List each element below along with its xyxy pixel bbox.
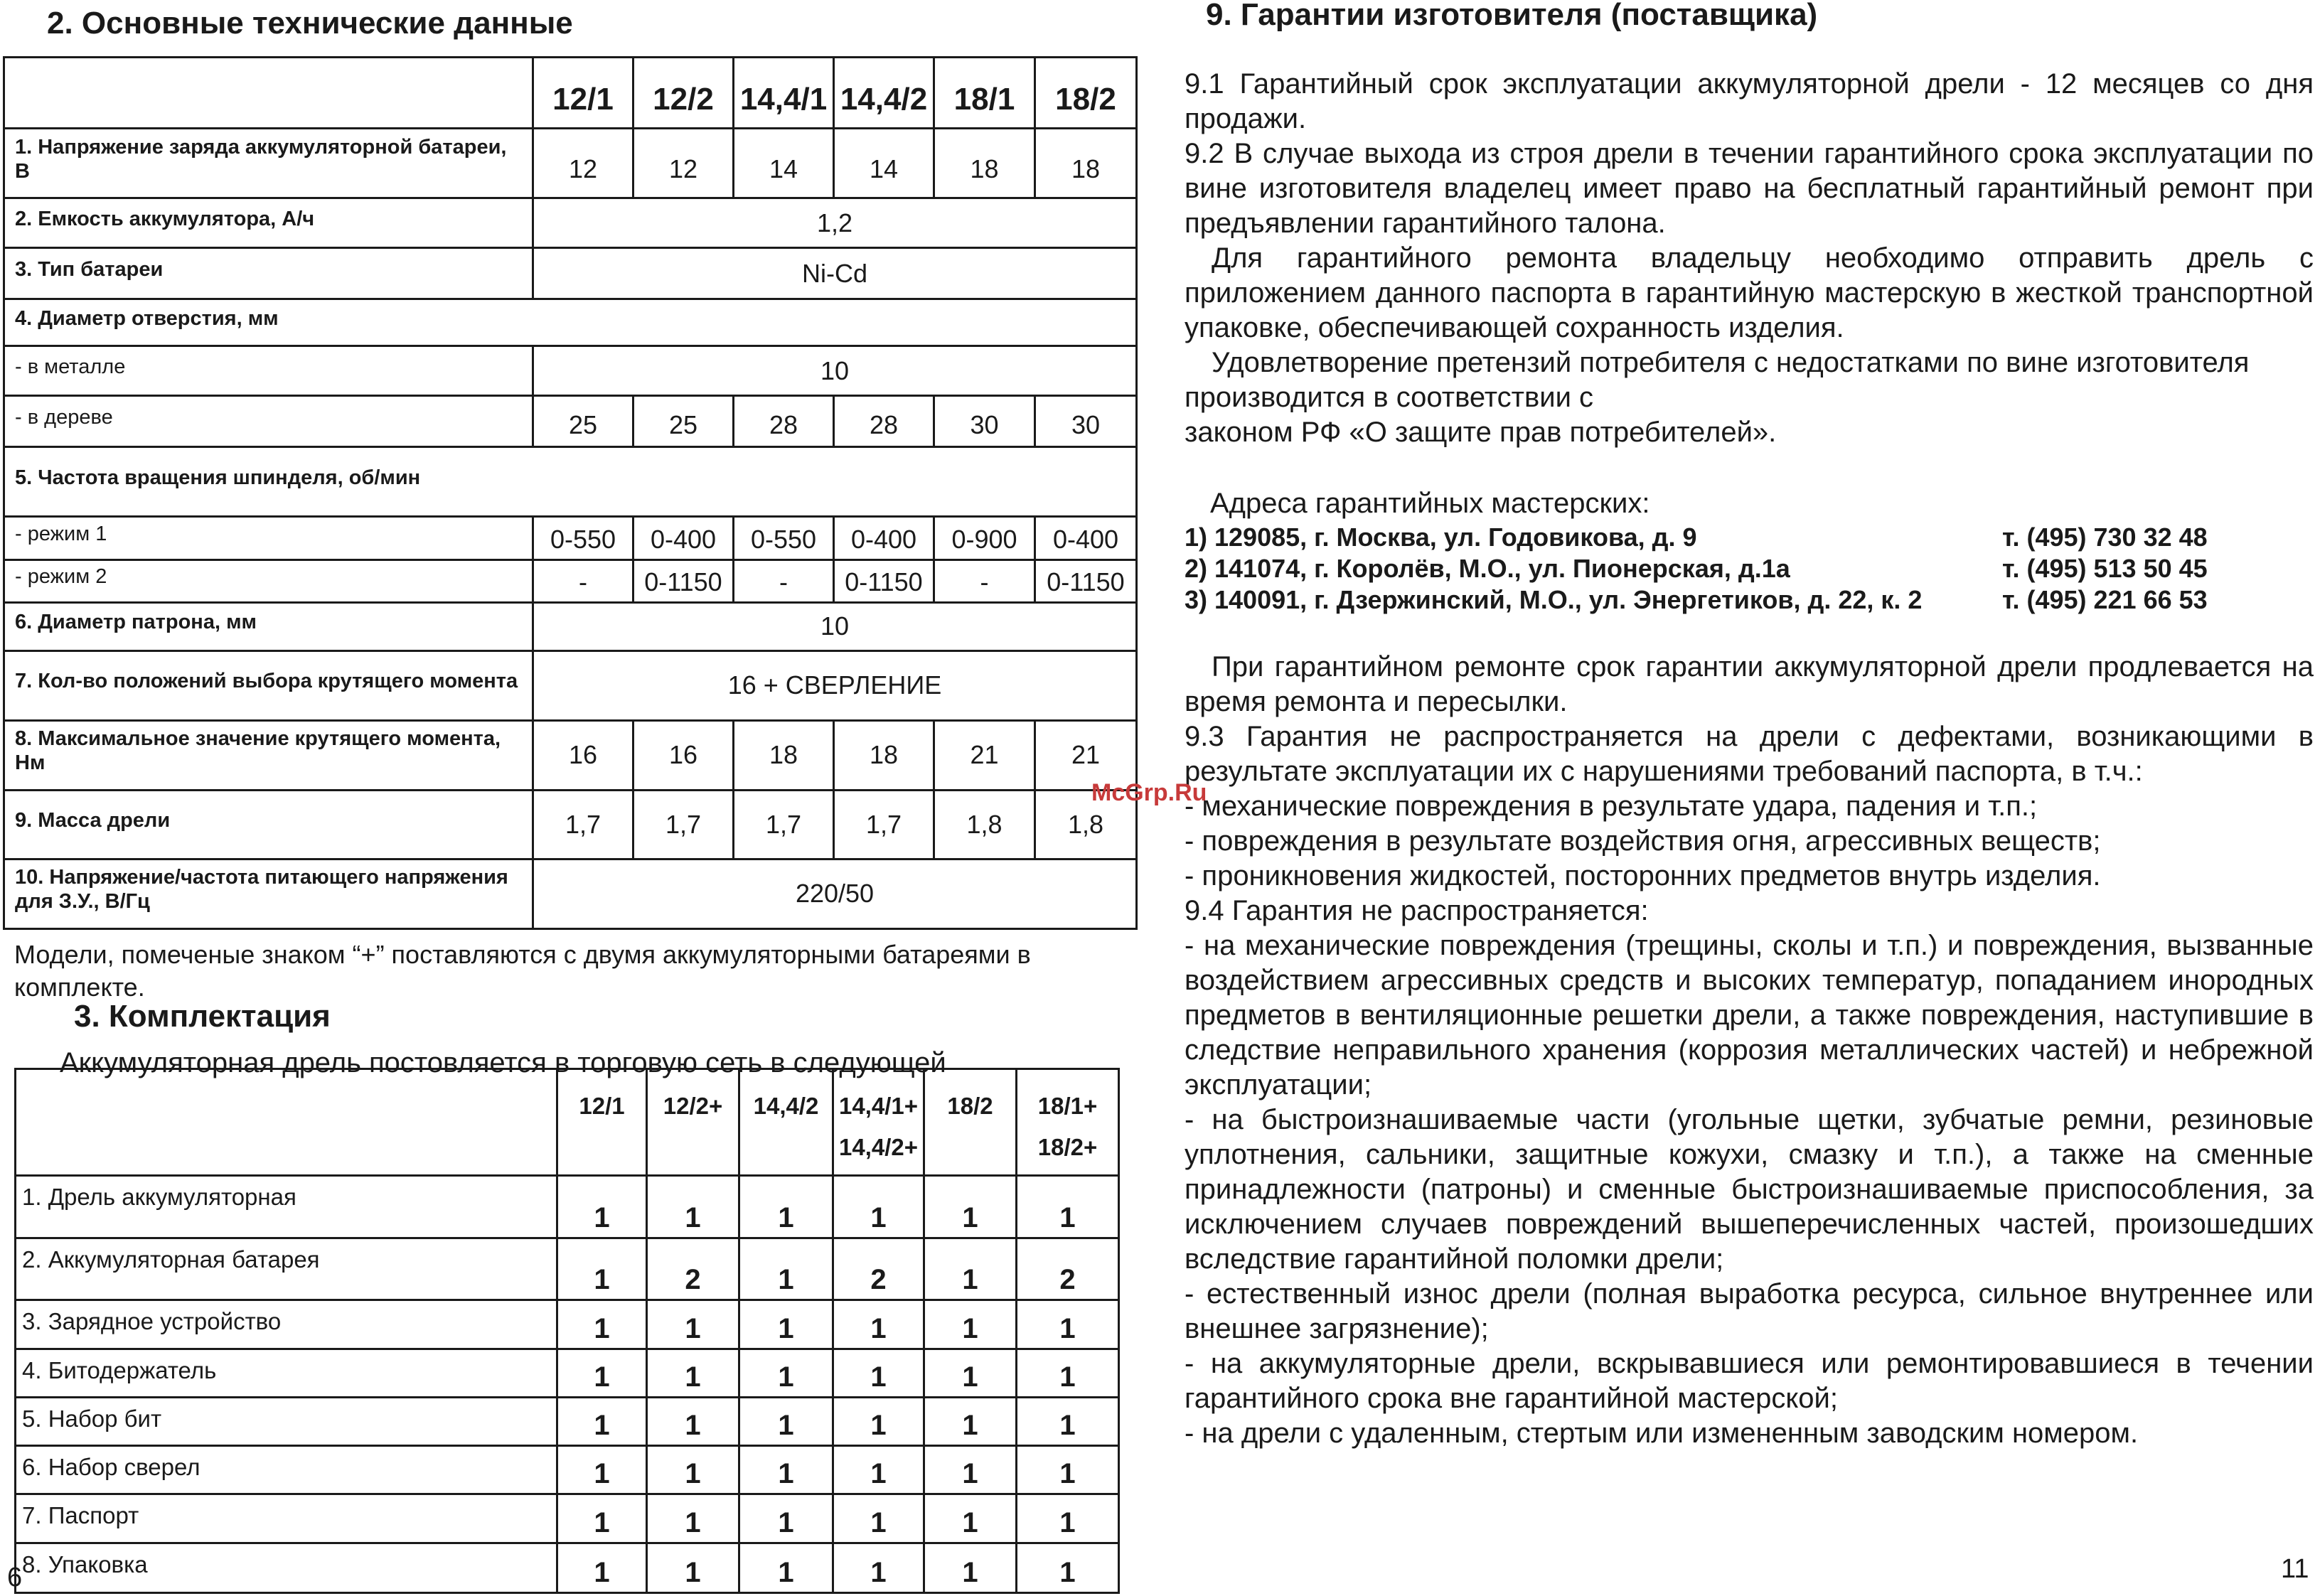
kit-value: 1: [739, 1446, 833, 1494]
spec-value: 0-550: [734, 517, 834, 559]
kit-header-18-2: 18/2: [924, 1069, 1017, 1176]
paragraph-claims: Удовлетворение претензий потребителя с недостатками по вине изготовителя производится в соответствии с: [1185, 347, 2250, 413]
address-line: 3) 140091, г. Дзержинский, М.О., ул. Энергетиков, д. 22, к. 2: [1185, 585, 1923, 614]
spec-value: 1,8: [934, 790, 1035, 859]
spec-row: [4, 517, 1137, 559]
kit-value: 1: [924, 1238, 1017, 1300]
spec-row-label: 10. Напряжение/частота питающего напряжения для З.У., В/Гц: [4, 859, 533, 928]
spec-value: 16: [633, 720, 734, 790]
kit-row-label: 2. Аккумуляторная батарея: [16, 1238, 557, 1300]
paragraph-9-3: 9.3 Гарантия не распространяется на дрели с дефектами, возникающими в результате эксплуатации их с нарушениями требований паспорта, в т.ч.:: [1185, 721, 2314, 787]
kit-value: 1: [1017, 1446, 1119, 1494]
list-item-natural-wear: - естественный износ дрели (полная выработка ресурса, сильное внутреннее или внешнее загрязнение);: [1185, 1278, 2314, 1344]
spec-row: [4, 129, 1137, 198]
kit-row-label: 6. Набор сверел: [16, 1446, 557, 1494]
kit-table: [14, 1068, 1120, 1594]
spec-value: -: [734, 559, 834, 602]
spec-value: 30: [934, 396, 1035, 447]
spec-merged-value: 10: [533, 346, 1137, 396]
warranty-text-upper: [1185, 67, 2314, 450]
spec-value: 1,7: [533, 790, 633, 859]
spec-row-label: 4. Диаметр отверстия, мм: [4, 299, 1137, 346]
spec-value: 0-400: [834, 517, 934, 559]
spec-header-14-4-2: 14,4/2: [834, 58, 934, 129]
paragraph-9-4: 9.4 Гарантия не распространяется:: [1185, 895, 1649, 926]
spec-row: [4, 346, 1137, 396]
kit-value: 1: [557, 1176, 647, 1238]
spec-row-label: 8. Максимальное значение крутящего момента, Нм: [4, 720, 533, 790]
kit-value: 1: [647, 1543, 739, 1592]
spec-row-label: 6. Диаметр патрона, мм: [4, 602, 533, 650]
spec-value: 0-400: [1035, 517, 1137, 559]
spec-header-12-1: 12/1: [533, 58, 633, 129]
spec-row: [4, 790, 1137, 859]
address-line: 2) 141074, г. Королёв, М.О., ул. Пионерская, д.1а: [1185, 554, 1790, 583]
kit-value: 1: [739, 1543, 833, 1592]
kit-value: 1: [557, 1300, 647, 1349]
kit-value: 1: [647, 1397, 739, 1445]
kit-row-label: 4. Битодержатель: [16, 1349, 557, 1397]
page-number-left: 6: [7, 1563, 23, 1592]
spec-row: [4, 198, 1137, 248]
spec-merged-value: 220/50: [533, 859, 1137, 928]
kit-value: 1: [1017, 1349, 1119, 1397]
list-item-mechanical: - механические повреждения в результате удара, падения и т.п.;: [1185, 791, 2038, 822]
list-item-wear-parts: - на быстроизнашиваемые части (угольные щетки, зубчатые ремни, резиновые уплотнения, сальники, защитные кожухи, смазку и т.п.), а также на сменные принадлежности (патроны) и сменные быстроизнашиваемые приспособления, за исключением случаев повреждений вышеперечисленных частей, произошедших вследствие гарантийной поломки дрели;: [1185, 1104, 2314, 1275]
kit-row-label: 1. Дрель аккумуляторная: [16, 1176, 557, 1238]
list-item-serial-number: - на дрели с удаленным, стертым или измененным заводским номером.: [1185, 1418, 2139, 1449]
kit-value: 1: [557, 1238, 647, 1300]
paragraph-repair-shipping: Для гарантийного ремонта владельцу необходимо отправить дрель с приложением данного паспорта в гарантийную мастерскую в жесткой транспортной упаковке, обеспечивающей сохранность изделия.: [1185, 242, 2314, 343]
kit-value: 1: [833, 1543, 924, 1592]
kit-value: 1: [739, 1238, 833, 1300]
kit-row: [16, 1349, 1119, 1397]
paragraph-warranty-extension: При гарантийном ремонте срок гарантии аккумуляторной дрели продлевается на время ремонта и пересылки.: [1185, 651, 2314, 717]
kit-value: 2: [1017, 1238, 1119, 1300]
spec-value: 16: [533, 720, 633, 790]
paragraph-9-1: 9.1 Гарантийный срок эксплуатации аккумуляторной дрели - 12 месяцев со дня продажи.: [1185, 68, 2314, 134]
spec-row: [4, 248, 1137, 299]
kit-value: 1: [833, 1349, 924, 1397]
kit-value: 2: [647, 1238, 739, 1300]
spec-value: 18: [734, 720, 834, 790]
spec-row-label: 7. Кол-во положений выбора крутящего момента: [4, 650, 533, 720]
kit-value: 1: [1017, 1176, 1119, 1238]
kit-value: 1: [557, 1446, 647, 1494]
spec-row: [4, 559, 1137, 602]
kit-value: 1: [647, 1176, 739, 1238]
spec-value: 18: [934, 129, 1035, 198]
addresses-title: Адреса гарантийных мастерских:: [1210, 488, 1650, 519]
kit-header-empty: [16, 1069, 557, 1176]
kit-value: 1: [924, 1494, 1017, 1543]
spec-row: [4, 720, 1137, 790]
kit-row: [16, 1176, 1119, 1238]
spec-value: 1,7: [834, 790, 934, 859]
spec-value: 21: [1035, 720, 1137, 790]
spec-row: [4, 396, 1137, 447]
spec-value: 12: [533, 129, 633, 198]
kit-row: [16, 1446, 1119, 1494]
kit-value: 1: [739, 1300, 833, 1349]
spec-value: 18: [834, 720, 934, 790]
paragraph-consumer-law: законом РФ «О защите прав потребителей».: [1185, 417, 1777, 448]
spec-row-label: - режим 1: [4, 517, 533, 559]
kit-header-14-4-plus: 14,4/1+ 14,4/2+: [833, 1069, 924, 1176]
spec-value: 1,8: [1035, 790, 1137, 859]
kit-header-row: [16, 1069, 1119, 1176]
spec-value: 0-1150: [1035, 559, 1137, 602]
spec-value: 14: [834, 129, 934, 198]
kit-value: 1: [557, 1397, 647, 1445]
kit-value: 1: [1017, 1543, 1119, 1592]
spec-value: 21: [934, 720, 1035, 790]
kit-row: [16, 1494, 1119, 1543]
warranty-text-lower: [1185, 650, 2314, 1451]
kit-value: 1: [1017, 1397, 1119, 1445]
address-line: 1) 129085, г. Москва, ул. Годовикова, д. 9: [1185, 523, 1697, 552]
spec-value: 0-1150: [633, 559, 734, 602]
spec-header-empty: [4, 58, 533, 129]
spec-row-label: - в дереве: [4, 396, 533, 447]
spec-row-label: - в металле: [4, 346, 533, 396]
spec-value: 25: [633, 396, 734, 447]
watermark: McGrp.Ru: [1091, 779, 1207, 806]
kit-value: 1: [647, 1300, 739, 1349]
paragraph-9-2: 9.2 В случае выхода из строя дрели в течении гарантийного срока эксплуатации по вине изготовителя владелец имеет право на бесплатный гарантийный ремонт при предъявлении гарантийного талона.: [1185, 138, 2314, 239]
spec-value: 1,7: [633, 790, 734, 859]
spec-row-label: 5. Частота вращения шпинделя, об/мин: [4, 447, 1137, 517]
spec-header-14-4-1: 14,4/1: [734, 58, 834, 129]
battery-note: Модели, помеченые знаком “+” поставляются с двумя аккумуляторными батареями в комплекте.: [14, 940, 1031, 1002]
kit-value: 1: [833, 1446, 924, 1494]
spec-row-label: 3. Тип батареи: [4, 248, 533, 299]
kit-value: 1: [924, 1349, 1017, 1397]
kit-value: 1: [557, 1494, 647, 1543]
list-item-damage: - на механические повреждения (трещины, сколы и т.п.) и повреждения, вызванные воздействием агрессивных средств и высоких температур, попаданием инородных предметов в вентиляционные решетки дрели, а также повреждения, наступившие в следствие неправильного хранения (коррозия металлических частей) и небрежной эксплуатации;: [1185, 930, 2314, 1100]
spec-row: [4, 299, 1137, 346]
spec-value: 0-1150: [834, 559, 934, 602]
spec-row-label: 1. Напряжение заряда аккумуляторной батареи, В: [4, 129, 533, 198]
kit-row-label: 5. Набор бит: [16, 1397, 557, 1445]
kit-value: 1: [557, 1349, 647, 1397]
spec-header-18-1: 18/1: [934, 58, 1035, 129]
list-item-liquids: - проникновения жидкостей, посторонних предметов внутрь изделия.: [1185, 860, 2101, 891]
kit-value: 1: [1017, 1494, 1119, 1543]
spec-row: [4, 859, 1137, 928]
spec-value: 18: [1035, 129, 1137, 198]
spec-row-label: 9. Масса дрели: [4, 790, 533, 859]
spec-value: 14: [734, 129, 834, 198]
spec-value: -: [934, 559, 1035, 602]
spec-merged-value: 1,2: [533, 198, 1137, 248]
kit-row: [16, 1300, 1119, 1349]
spec-value: 1,7: [734, 790, 834, 859]
kit-header-12-1: 12/1: [557, 1069, 647, 1176]
section-3-title: 3. Комплектация: [74, 999, 331, 1034]
spec-merged-value: 10: [533, 602, 1137, 650]
kit-row: [16, 1238, 1119, 1300]
spec-row: [4, 447, 1137, 517]
specifications-table: [3, 56, 1138, 930]
spec-value: 0-550: [533, 517, 633, 559]
kit-value: 1: [739, 1176, 833, 1238]
kit-value: 1: [647, 1494, 739, 1543]
kit-row: [16, 1543, 1119, 1592]
phone-number: т. (495) 730 32 48: [2002, 523, 2208, 552]
kit-row-label: 8. Упаковка: [16, 1543, 557, 1592]
kit-row-label: 3. Зарядное устройство: [16, 1300, 557, 1349]
spec-row-label: - режим 2: [4, 559, 533, 602]
spec-header-12-2: 12/2: [633, 58, 734, 129]
spec-header-18-2: 18/2: [1035, 58, 1137, 129]
kit-value: 1: [924, 1176, 1017, 1238]
kit-header-12-2-plus: 12/2+: [647, 1069, 739, 1176]
spec-merged-value: 16 + СВЕРЛЕНИЕ: [533, 650, 1137, 720]
kit-value: 1: [647, 1349, 739, 1397]
section-3-intro: Аккумуляторная дрель постовляется в торговую сеть в следующей: [60, 1047, 946, 1078]
spec-value: 28: [734, 396, 834, 447]
kit-value: 1: [557, 1543, 647, 1592]
spec-value: 12: [633, 129, 734, 198]
spec-value: 0-900: [934, 517, 1035, 559]
spec-value: 28: [834, 396, 934, 447]
page-number-right: 11: [2281, 1554, 2309, 1584]
kit-value: 1: [833, 1397, 924, 1445]
kit-value: 1: [833, 1176, 924, 1238]
kit-value: 1: [739, 1397, 833, 1445]
kit-value: 1: [739, 1494, 833, 1543]
spec-value: 25: [533, 396, 633, 447]
kit-value: 1: [833, 1494, 924, 1543]
phone-number: т. (495) 513 50 45: [2002, 554, 2208, 583]
kit-value: 1: [647, 1446, 739, 1494]
kit-row-label: 7. Паспорт: [16, 1494, 557, 1543]
section-9-title: 9. Гарантии изготовителя (поставщика): [1206, 0, 1818, 32]
section-2-title: 2. Основные технические данные: [47, 6, 573, 41]
spec-header-row: [4, 58, 1137, 129]
kit-value: 1: [833, 1300, 924, 1349]
spec-row: [4, 650, 1137, 720]
list-item-fire: - повреждения в результате воздействия огня, агрессивных веществ;: [1185, 825, 2101, 857]
spec-value: 0-400: [633, 517, 734, 559]
spec-value: 30: [1035, 396, 1137, 447]
kit-value: 1: [924, 1446, 1017, 1494]
spec-row-label: 2. Емкость аккумулятора, А/ч: [4, 198, 533, 248]
kit-value: 1: [924, 1543, 1017, 1592]
kit-row: [16, 1397, 1119, 1445]
kit-value: 2: [833, 1238, 924, 1300]
kit-header-14-4-2: 14,4/2: [739, 1069, 833, 1176]
list-item-opened: - на аккумуляторные дрели, вскрывавшиеся или ремонтировавшиеся в течении гарантийного срока вне гарантийной мастерской;: [1185, 1348, 2314, 1414]
phone-number: т. (495) 221 66 53: [2002, 585, 2208, 614]
spec-value: -: [533, 559, 633, 602]
kit-value: 1: [1017, 1300, 1119, 1349]
kit-header-18-plus: 18/1+ 18/2+: [1017, 1069, 1119, 1176]
kit-value: 1: [739, 1349, 833, 1397]
kit-value: 1: [924, 1300, 1017, 1349]
spec-merged-value: Ni-Cd: [533, 248, 1137, 299]
kit-value: 1: [924, 1397, 1017, 1445]
spec-row: [4, 602, 1137, 650]
